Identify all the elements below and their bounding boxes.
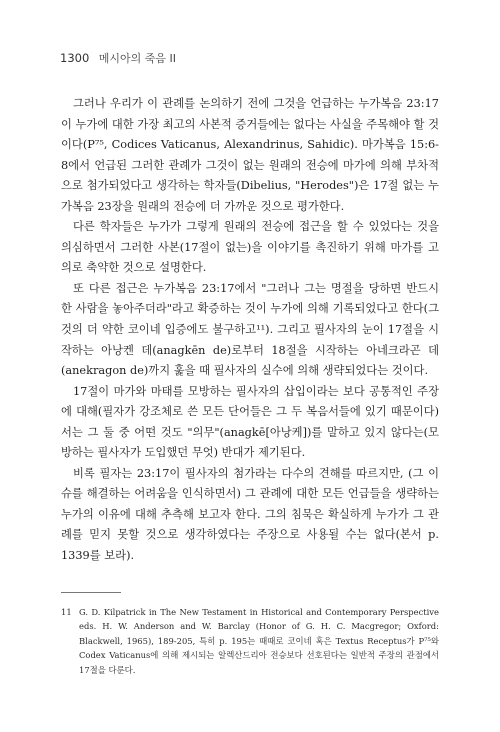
footnote-text: G. D. Kilpatrick in The New Testament in Historical and Contemporary Perspective eds. H. W. Anderson and W. Barclay (Honor of G. H. C. Macgregor; Oxford: Blackwell, 1965), 189-205, 특히 p. 195는 때때로 코이네 혹은 Textus Receptus가 P⁷⁵와 Codex Vaticanus에 의해 제시되는 알렉산드리아 전승보다 선호된다는 일반적 주장의 관점에서 17절을 다룬다. xyxy=(79,607,439,675)
body-text xyxy=(61,94,439,567)
paragraph: 비록 필자는 23:17이 필사자의 첨가라는 다수의 견해를 따르지만, (그 이슈를 해결하는 어려움을 인식하면서) 그 관례에 대한 모든 언급들을 생략하는 누가의 이유에 대해 추측해 보고자 한다. 그의 침묵은 확실하게 누가가 그 관례를 믿지 못할 것으로 생각하였다는 주장으로 사용될 수는 없다(본서 p. 1339를 보라). xyxy=(61,466,439,563)
paragraph: 또 다른 접근은 누가복음 23:17에서 "그러나 그는 명절을 당하면 반드시 한 사람을 놓아주더라"라고 확증하는 것이 누가에 의해 기록되었다고 한다(그것의 더 약한 코이네 입증에도 불구하고¹¹). 그리고 필사자의 눈이 17절을 시작하는 아낭켄 데(anagkēn de)로부터 18절을 시작하는 아네크라곤 데(anekragon de)까지 훑을 때 필사자의 실수에 의해 생략되었다는 것이다. xyxy=(61,281,439,378)
page-number: 1300 xyxy=(60,51,90,65)
running-header xyxy=(60,50,176,66)
footnote-divider xyxy=(61,592,121,593)
footnote-number: 11 xyxy=(61,607,72,617)
paragraph: 다른 학자들은 누가가 그렇게 원래의 전승에 접근을 할 수 있었다는 것을 의심하면서 그러한 사본(17절이 없는)을 이야기를 촉진하기 위해 마가를 고의로 축약한 것으로 설명한다. xyxy=(61,220,439,275)
running-title: 메시아의 죽음 II xyxy=(98,52,177,65)
paragraph: 그러나 우리가 이 관례를 논의하기 전에 그것을 언급하는 누가복음 23:17이 누가에 대한 가장 최고의 사본적 증거들에는 없다는 사실을 주목해야 할 것이다(P⁷⁵, Codices Vaticanus, Alexandrinus, Sahidic). 마가복음 15:6-8에서 언급된 그러한 관례가 그것이 없는 원래의 전승에 마가에 의해 부차적으로 첨가되었다고 생각하는 학자들(Dibelius, "Herodes")은 17절 없는 누가복음 23장을 원래의 전승에 더 가까운 것으로 평가한다. xyxy=(61,97,439,213)
footnote xyxy=(61,605,439,677)
paragraph: 17절이 마가와 마태를 모방하는 필사자의 삽입이라는 보다 공통적인 주장에 대해(필자가 강조체로 쓴 모든 단어들은 그 두 복음서들에 있기 때문이다)서는 그 둘 중 어떤 것도 "의무"(anagkē[아낭케])를 말하고 있지 않다는(모방하는 필사자가 도입했던 무엇) 반대가 제기된다. xyxy=(61,384,439,460)
